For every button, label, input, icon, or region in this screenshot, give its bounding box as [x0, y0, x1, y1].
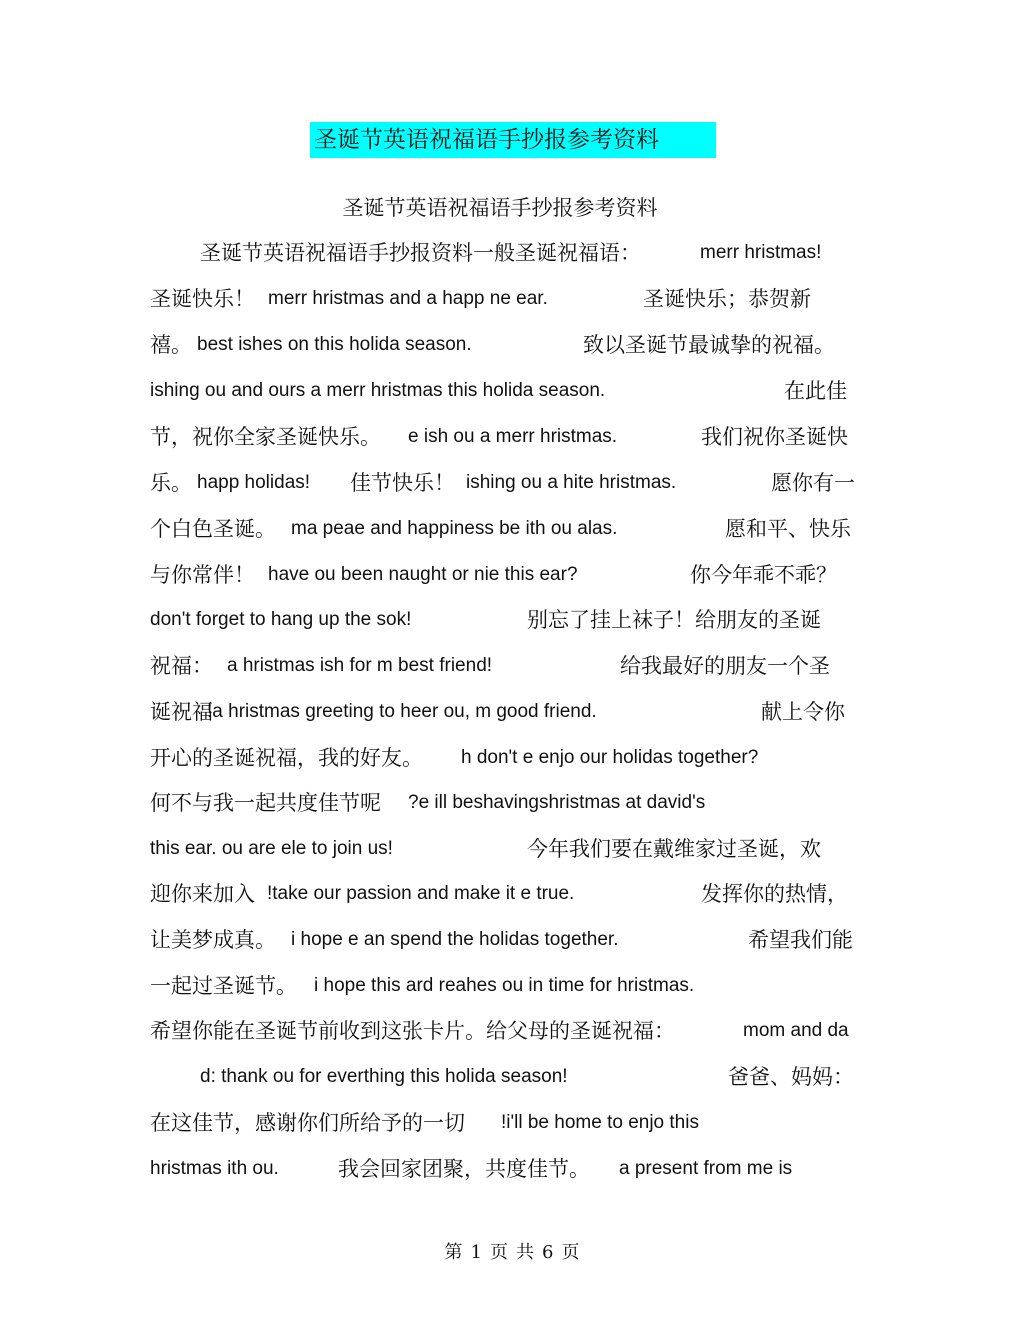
- english-text: a hristmas ish for m best friend!: [227, 655, 493, 676]
- english-text: best ishes on this holida season.: [197, 334, 472, 355]
- text-line: [150, 467, 870, 499]
- english-text: this ear. ou are ele to join us!: [150, 838, 393, 859]
- text-line: [150, 329, 870, 361]
- english-text: !i'll be home to enjo this: [501, 1112, 699, 1133]
- english-text: i hope e an spend the holidas together.: [291, 929, 619, 950]
- text-line: [150, 237, 870, 269]
- english-text: h don't e enjo our holidas together?: [461, 747, 759, 768]
- chinese-text: 与你常伴！: [150, 563, 255, 587]
- chinese-text: 让美梦成真。: [150, 928, 276, 952]
- english-text: don't forget to hang up the sok!: [150, 609, 412, 630]
- english-text: !a hristmas greeting to heer ou, m good friend.: [207, 701, 597, 722]
- text-line: [150, 650, 870, 682]
- chinese-text: 圣诞快乐；恭贺新: [643, 287, 811, 311]
- text-line: [150, 1015, 870, 1047]
- footer-page-number: 1: [470, 1242, 482, 1263]
- english-text: ishing ou and ours a merr hristmas this holida season.: [150, 380, 606, 401]
- chinese-text: 个白色圣诞。: [150, 517, 276, 541]
- chinese-text: 诞祝福: [150, 700, 213, 724]
- text-line: [150, 283, 870, 315]
- text-line: [150, 375, 870, 407]
- text-line: [150, 604, 870, 636]
- chinese-text: 你今年乖不乖？: [690, 563, 837, 587]
- chinese-text: 献上令你: [761, 700, 845, 724]
- chinese-text: 爸爸、妈妈：: [728, 1065, 854, 1089]
- chinese-text: 愿你有一: [771, 471, 855, 495]
- english-text: e ish ou a merr hristmas.: [408, 426, 618, 447]
- english-text: merr hristmas and a happ ne ear.: [268, 288, 548, 309]
- chinese-text: 在此佳: [784, 379, 847, 403]
- chinese-text: 愿和平、快乐: [725, 517, 851, 541]
- chinese-text: 祝福：: [150, 654, 213, 678]
- document-title: 圣诞节英语祝福语手抄报参考资料: [314, 127, 659, 153]
- chinese-text: 希望我们能: [748, 928, 853, 952]
- footer-page-word: 页: [490, 1242, 508, 1263]
- english-text: a present from me is: [619, 1158, 793, 1179]
- chinese-text: 圣诞节英语祝福语手抄报资料一般圣诞祝福语：: [200, 241, 641, 265]
- english-text: hristmas ith ou.: [150, 1158, 279, 1179]
- text-line: [150, 924, 870, 956]
- text-line: [150, 878, 870, 910]
- document-subtitle: 圣诞节英语祝福语手抄报参考资料: [342, 196, 658, 220]
- chinese-text: 乐。: [150, 471, 192, 495]
- chinese-text: 我们祝你圣诞快: [701, 425, 848, 449]
- chinese-text: 佳节快乐！: [350, 471, 455, 495]
- english-text: !take our passion and make it e true.: [267, 883, 575, 904]
- english-text: ma peae and happiness be ith ou alas.: [291, 518, 618, 539]
- text-line: [150, 742, 870, 774]
- chinese-text: 禧。: [150, 333, 192, 357]
- chinese-text: 致以圣诞节最诚挚的祝福。: [583, 333, 835, 357]
- document-title-banner: [310, 122, 716, 158]
- chinese-text: 开心的圣诞祝福，我的好友。: [150, 746, 423, 770]
- footer-prefix: 第: [444, 1242, 463, 1263]
- english-text: mom and da: [743, 1020, 849, 1041]
- english-text: happ holidas!: [197, 472, 311, 493]
- text-line: [150, 787, 870, 819]
- english-text: have ou been naught or nie this ear?: [268, 564, 578, 585]
- chinese-text: 一起过圣诞节。: [150, 974, 297, 998]
- text-line: [150, 1107, 870, 1139]
- text-line: [150, 1153, 870, 1185]
- english-text: d: thank ou for everthing this holida season!: [200, 1066, 568, 1087]
- chinese-text: 今年我们要在戴维家过圣诞，欢: [527, 837, 821, 861]
- chinese-text: 圣诞快乐！: [150, 287, 255, 311]
- chinese-text: 别忘了挂上袜子！给朋友的圣诞: [527, 608, 821, 632]
- text-line: [150, 1061, 870, 1093]
- chinese-text: 给我最好的朋友一个圣: [620, 654, 830, 678]
- footer-total-word: 共: [516, 1242, 534, 1263]
- chinese-text: 何不与我一起共度佳节呢: [150, 791, 381, 815]
- footer-total-pages: 6: [542, 1242, 554, 1263]
- english-text: i hope this ard reahes ou in time for hristmas.: [314, 975, 695, 996]
- chinese-text: 我会回家团聚，共度佳节。: [338, 1157, 590, 1181]
- chinese-text: 希望你能在圣诞节前收到这张卡片。给父母的圣诞祝福：: [150, 1019, 675, 1043]
- text-line: [150, 559, 870, 591]
- page-footer: [0, 1238, 1024, 1268]
- chinese-text: 发挥你的热情，: [701, 882, 848, 906]
- chinese-text: 在这佳节，感谢你们所给予的一切: [150, 1111, 465, 1135]
- text-line: [150, 696, 870, 728]
- text-line: [150, 833, 870, 865]
- footer-suffix: 页: [561, 1242, 580, 1263]
- english-text: merr hristmas!: [700, 242, 822, 263]
- text-line: [150, 421, 870, 453]
- english-text: ishing ou a hite hristmas.: [466, 472, 677, 493]
- chinese-text: 节，祝你全家圣诞快乐。: [150, 425, 381, 449]
- chinese-text: 迎你来加入: [150, 882, 255, 906]
- english-text: ?e ill beshavingshristmas at david's: [408, 792, 706, 813]
- text-line: [150, 513, 870, 545]
- text-line: [150, 970, 870, 1002]
